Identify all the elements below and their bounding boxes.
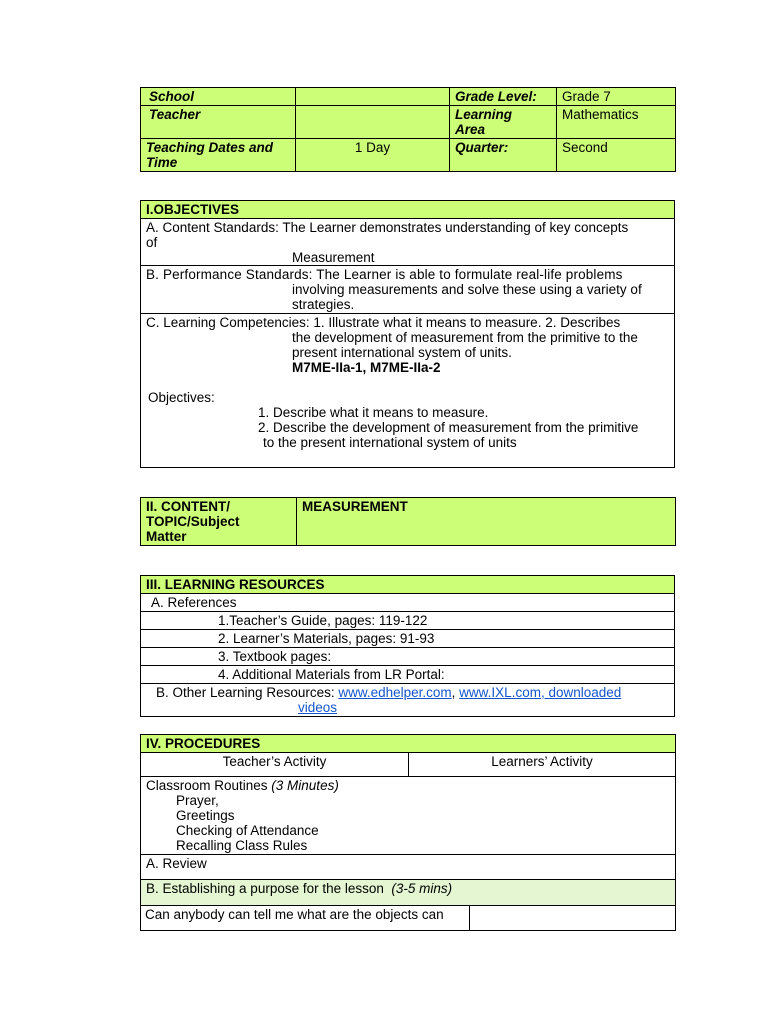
procedures-title: IV. PROCEDURES xyxy=(141,735,676,753)
routines-time: (3 Minutes) xyxy=(271,778,339,793)
school-value xyxy=(296,88,450,106)
performance-standards-line3: strategies. xyxy=(292,297,355,312)
school-label: School xyxy=(141,88,296,106)
teachers-guide: 1.Teacher’s Guide, pages: 119-122 xyxy=(141,612,675,630)
routine-prayer: Prayer, xyxy=(176,793,219,808)
additional-materials: 4. Additional Materials from LR Portal: xyxy=(141,666,675,684)
grade-value: Grade 7 xyxy=(557,88,676,106)
content-label xyxy=(141,498,297,546)
content-label-line3: Matter xyxy=(146,529,187,544)
purpose-time: (3-5 mins) xyxy=(391,881,453,896)
objectives-title: I.OBJECTIVES xyxy=(141,201,675,219)
content-standards-line1: A. Content Standards: The Learner demonstrates understanding of key concepts xyxy=(146,220,629,235)
content-standards-line2: of xyxy=(146,235,158,250)
spacer xyxy=(146,375,669,390)
objective-2: 2. Describe the development of measurement from the primitive xyxy=(258,420,639,435)
content-label-line1: II. CONTENT/ xyxy=(146,499,230,514)
classroom-routines xyxy=(141,777,676,855)
other-resources-line2 xyxy=(156,700,669,715)
routines-heading xyxy=(146,778,670,793)
learner-activity-header: Learners’ Activity xyxy=(409,753,676,777)
learners-materials: 2. Learner’s Materials, pages: 91-93 xyxy=(141,630,675,648)
learning-area-value: Mathematics xyxy=(557,106,676,139)
videos-link[interactable]: videos xyxy=(298,700,338,715)
teaching-dates-label xyxy=(141,139,296,172)
teacher-value xyxy=(296,106,450,139)
link-separator: , xyxy=(451,685,460,700)
grade-label: Grade Level: xyxy=(450,88,557,106)
competency-code: M7ME-IIa-1, M7ME-IIa-2 xyxy=(292,360,441,375)
other-resources xyxy=(141,684,675,717)
objectives-label: Objectives: xyxy=(148,390,215,405)
header-table xyxy=(140,87,676,172)
learning-area-label xyxy=(450,106,557,139)
quarter-label: Quarter: xyxy=(450,139,557,172)
other-resources-label: B. Other Learning Resources: xyxy=(156,685,339,700)
content-standards-line3: Measurement xyxy=(292,250,375,265)
references: A. References xyxy=(141,594,675,612)
performance-standards-line1: B. Performance Standards: The Learner is able to formulate real-life problems xyxy=(146,267,623,282)
competencies-line2: the development of measurement from the primitive to the xyxy=(292,330,638,345)
teacher-activity-header: Teacher’s Activity xyxy=(141,753,409,777)
textbook-pages: 3. Textbook pages: xyxy=(141,648,675,666)
establishing-purpose xyxy=(141,880,676,906)
content-standards xyxy=(141,219,675,266)
routine-attendance: Checking of Attendance xyxy=(176,823,319,838)
purpose-label: B. Establishing a purpose for the lesson xyxy=(146,881,392,896)
learner-response xyxy=(470,906,676,931)
content-label-line2: TOPIC/Subject xyxy=(146,514,240,529)
other-resources-line1 xyxy=(156,685,669,700)
objective-1: 1. Describe what it means to measure. xyxy=(258,405,489,420)
quarter-value: Second xyxy=(557,139,676,172)
review: A. Review xyxy=(141,855,676,880)
resources-table xyxy=(140,575,675,717)
performance-standards xyxy=(141,266,675,314)
routine-rules: Recalling Class Rules xyxy=(176,838,308,853)
performance-standards-line2: involving measurements and solve these using a variety of xyxy=(292,282,642,297)
competencies-line1: C. Learning Competencies: 1. Illustrate what it means to measure. 2. Describes xyxy=(146,315,621,330)
competencies-line3: present international system of units. xyxy=(292,345,512,360)
objectives-table xyxy=(140,200,675,468)
teacher-question: Can anybody can tell me what are the objects can xyxy=(141,906,470,931)
teaching-dates-label-line2: Time xyxy=(146,155,178,170)
routine-greetings: Greetings xyxy=(176,808,235,823)
resources-title: III. LEARNING RESOURCES xyxy=(141,576,675,594)
procedures-table xyxy=(140,734,676,931)
routines-label: Classroom Routines xyxy=(146,778,272,793)
content-value: MEASUREMENT xyxy=(297,498,676,546)
learning-area-label-line2: Area xyxy=(455,122,486,137)
learning-competencies xyxy=(141,314,675,468)
ixl-link[interactable]: www.IXL.com, downloaded xyxy=(459,685,622,700)
teaching-dates-value: 1 Day xyxy=(296,139,450,172)
objective-2-cont: to the present international system of units xyxy=(263,435,517,450)
content-table xyxy=(140,497,676,546)
edhelper-link[interactable]: www.edhelper.com xyxy=(338,685,452,700)
teacher-label: Teacher xyxy=(141,106,296,139)
teaching-dates-label-line1: Teaching Dates and xyxy=(146,140,274,155)
learning-area-label-line1: Learning xyxy=(455,107,513,122)
